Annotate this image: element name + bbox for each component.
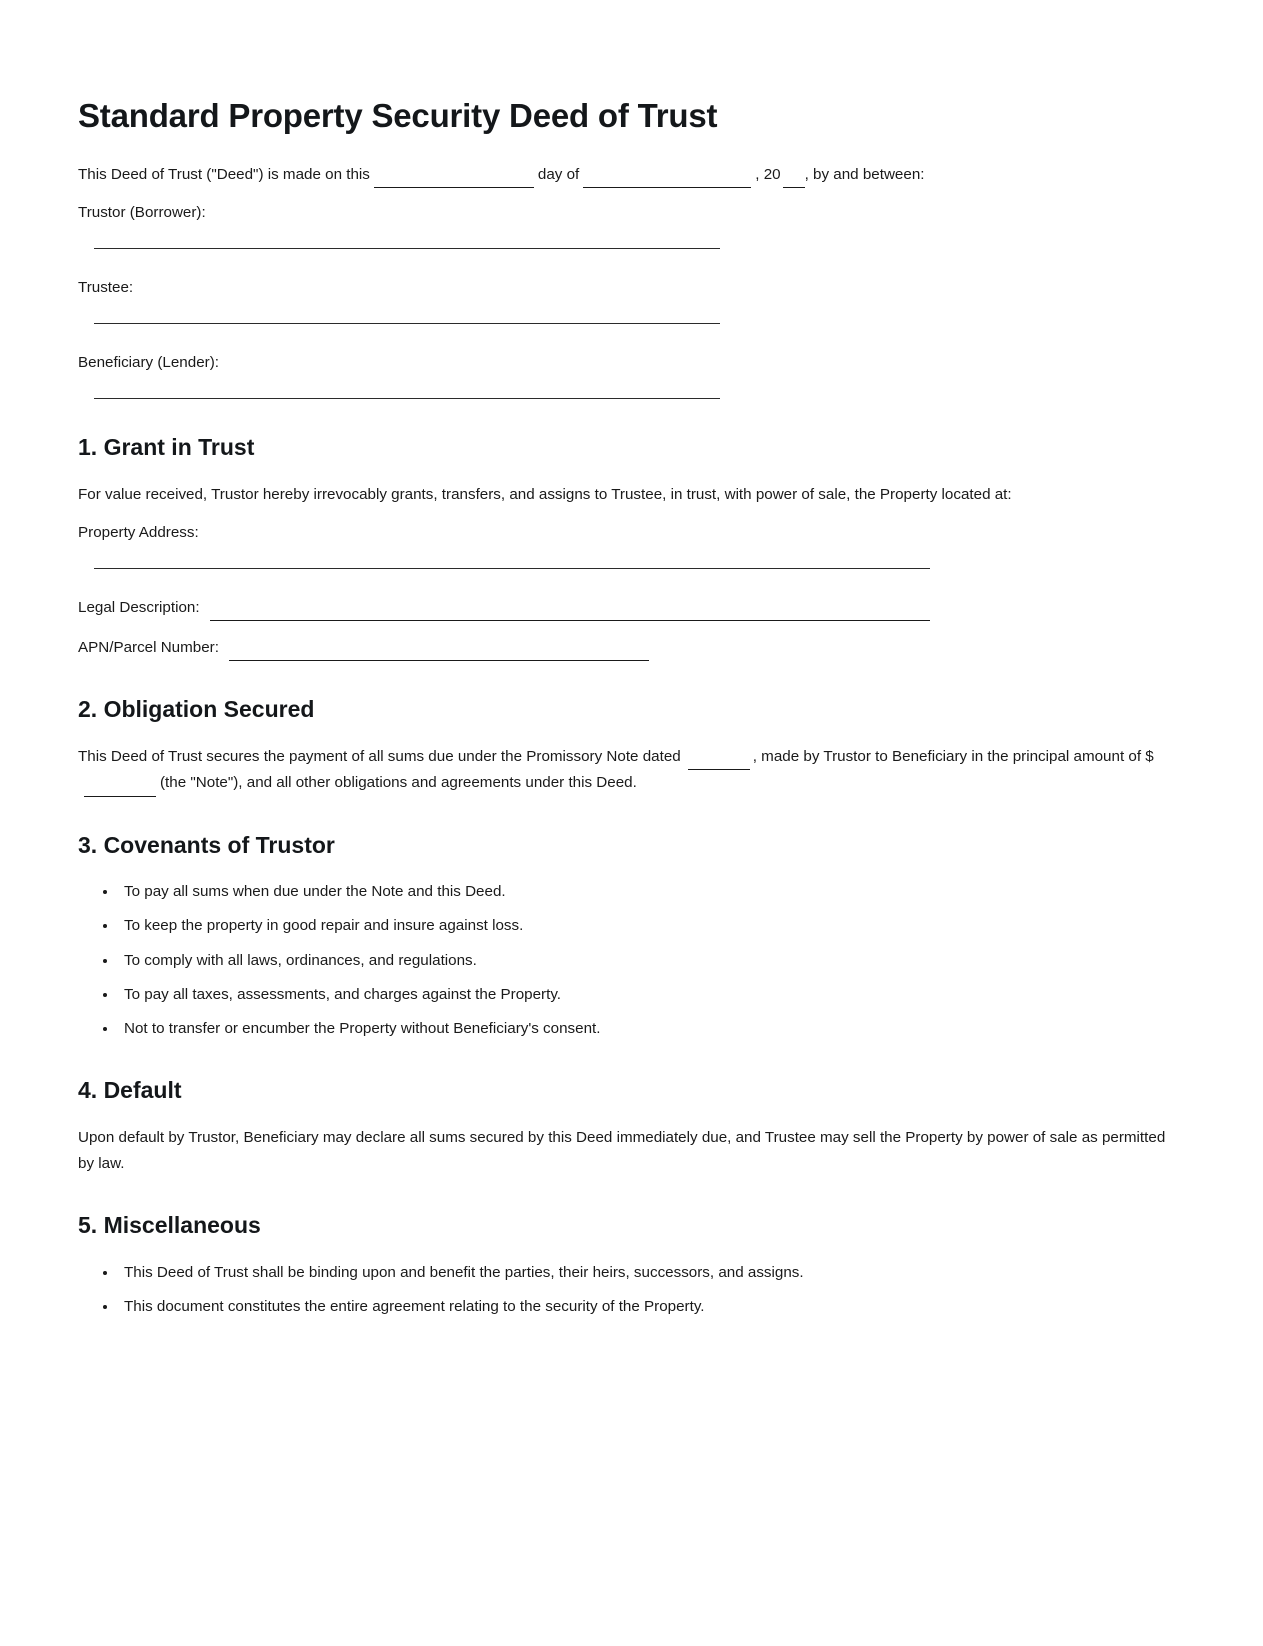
trustee-label: Trustee:	[78, 278, 134, 296]
miscellaneous-list	[78, 1260, 1185, 1320]
apn-label: APN/Parcel Number:	[78, 639, 219, 657]
section-2-text-b: , made by Trustor to Beneficiary in the principal amount of $	[752, 748, 1154, 766]
property-address-label: Property Address:	[78, 524, 199, 542]
trustor-label: Trustor (Borrower):	[78, 203, 206, 221]
page-title: Standard Property Security Deed of Trust	[78, 97, 718, 134]
year-blank-field[interactable]	[783, 171, 805, 188]
section-miscellaneous	[78, 1211, 1185, 1320]
legal-description-blank-field[interactable]	[210, 604, 930, 621]
note-date-blank-field[interactable]	[688, 753, 750, 770]
section-grant-in-trust	[78, 433, 1185, 661]
month-blank-field[interactable]	[583, 171, 751, 188]
section-2-text-a: This Deed of Trust secures the payment of all sums due under the Promissory Note dated	[78, 748, 681, 766]
principal-amount-blank-field[interactable]	[84, 780, 156, 797]
legal-description-row	[78, 595, 1185, 621]
trustor-blank-line[interactable]	[94, 248, 720, 249]
day-blank-field[interactable]	[374, 171, 534, 188]
list-item: • This Deed of Trust shall be binding upon and benefit the parties, their heirs, successors, and assigns.	[118, 1260, 1185, 1286]
section-covenants-of-trustor	[78, 831, 1185, 1042]
section-obligation-secured	[78, 695, 1185, 796]
list-item: • Not to transfer or encumber the Property without Beneficiary's consent.	[118, 1016, 1185, 1042]
party-block-trustee	[78, 275, 1185, 324]
list-item: • To pay all sums when due under the Note and this Deed.	[118, 879, 1185, 905]
section-1-paragraph: For value received, Trustor hereby irrevocably grants, transfers, and assigns to Trustee, in trust, with power of sale, the Property located at:	[78, 485, 1012, 503]
beneficiary-blank-line[interactable]	[94, 398, 720, 399]
section-5-heading: 5. Miscellaneous	[78, 1211, 261, 1238]
list-item: • To comply with all laws, ordinances, and regulations.	[118, 948, 1185, 974]
apn-blank-field[interactable]	[229, 645, 649, 662]
trustee-blank-line[interactable]	[94, 323, 720, 324]
section-2-text-c: (the "Note"), and all other obligations and agreements under this Deed.	[160, 774, 637, 792]
intro-text-part-4: , by and between:	[804, 165, 925, 183]
property-address-blank-line[interactable]	[94, 568, 930, 569]
party-block-trustor	[78, 200, 1185, 249]
property-address-block	[78, 520, 1185, 569]
intro-text-part-2: day of	[537, 165, 580, 183]
section-2-paragraph	[78, 744, 1185, 796]
section-4-heading: 4. Default	[78, 1076, 182, 1103]
section-1-heading: 1. Grant in Trust	[78, 434, 255, 461]
intro-text-part-3: , 20	[755, 165, 781, 183]
beneficiary-label: Beneficiary (Lender):	[78, 354, 219, 372]
intro-paragraph	[78, 162, 1185, 188]
section-2-heading: 2. Obligation Secured	[78, 696, 315, 723]
section-3-heading: 3. Covenants of Trustor	[78, 831, 335, 858]
list-item: • To keep the property in good repair and insure against loss.	[118, 913, 1185, 939]
list-item: • This document constitutes the entire agreement relating to the security of the Property.	[118, 1294, 1185, 1320]
covenants-list	[78, 879, 1185, 1042]
section-default	[78, 1076, 1185, 1177]
section-4-paragraph: Upon default by Trustor, Beneficiary may declare all sums secured by this Deed immediately due, and Trustee may sell the Property by power of sale as permitted by law.	[78, 1128, 1166, 1172]
list-item: • To pay all taxes, assessments, and charges against the Property.	[118, 982, 1185, 1008]
party-block-beneficiary	[78, 350, 1185, 399]
legal-description-label: Legal Description:	[78, 599, 200, 617]
apn-row	[78, 635, 1185, 661]
intro-text-part-1: This Deed of Trust ("Deed") is made on this	[78, 165, 370, 183]
